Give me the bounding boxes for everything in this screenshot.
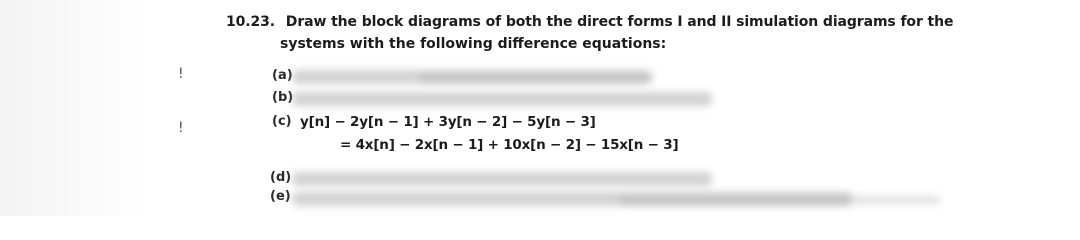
obscured-equation-b [292,92,712,106]
scan-shadow [0,0,150,216]
part-c-label: (c) [272,114,292,129]
margin-mark: ! [178,120,184,136]
part-b-label: (b) [272,90,294,105]
margin-mark: ! [178,66,184,82]
equation-c-line1: y[n] − 2y[n − 1] + 3y[n − 2] − 5y[n − 3] [300,114,596,130]
problem-number: 10.23. [226,14,276,30]
problem-text-line2: systems with the following difference equations: [280,36,667,52]
obscured-equation-e-overlay [620,196,940,204]
obscured-equation-d [292,172,712,186]
equation-c-line2: = 4x[n] − 2x[n − 1] + 10x[n − 2] − 15x[n − 3] [340,137,679,153]
part-e-label: (e) [270,189,291,204]
problem-statement-line1 [226,14,953,30]
part-d-label: (d) [270,170,292,185]
part-a-label: (a) [272,68,293,83]
obscured-equation-a-overlay [420,74,650,82]
problem-text-line1: Draw the block diagrams of both the direct forms I and II simulation diagrams for the [285,14,954,30]
